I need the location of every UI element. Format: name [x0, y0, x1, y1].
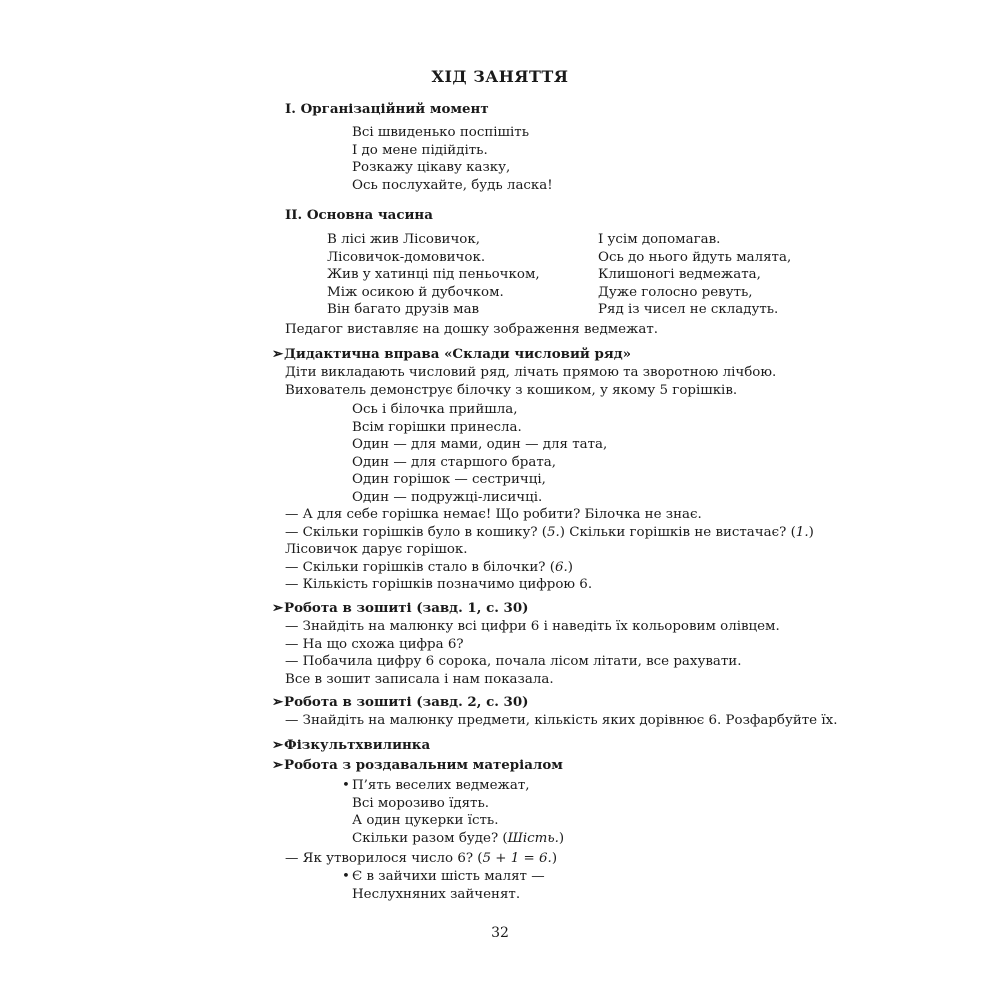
poem-line: Розкажу цікаву казку, — [352, 160, 511, 176]
poem-line: Всі швиденько поспішіть — [352, 125, 529, 140]
poem-line: І до мене підійдіть. — [352, 142, 488, 158]
bullet-heading-notebook-2 — [272, 694, 805, 712]
poem-line: • Є в зайчихи шість малят — — [342, 869, 545, 884]
section-1-poem — [352, 124, 872, 194]
poem-line: Один — для старшого брата, — [352, 454, 557, 470]
bullet-heading-text: Робота в зошиті (завд. 1, с. 30) — [284, 600, 529, 616]
b1-text — [285, 364, 805, 399]
poem-line: Він багато друзів мав — [327, 302, 480, 318]
bullet-heading-text: Дидактична вправа «Склади числовий ряд» — [284, 346, 632, 362]
dot-bullet-icon: • — [342, 869, 350, 884]
b1-poem — [352, 401, 872, 507]
page-title: ХІД ЗАНЯТТЯ — [431, 67, 569, 86]
section-2-poem-left — [327, 231, 577, 319]
b3-line: — Знайдіть на малюнку предмети, кількість яких дорівнює 6. Розфарбуйте їх. — [285, 713, 838, 728]
bullet-heading-notebook-1 — [272, 600, 805, 618]
dialogue-line: — Кількість горішків позначимо цифрою 6. — [285, 577, 593, 593]
poem-line: Дуже голосно ревуть, — [598, 284, 753, 300]
b5-question: — Як утворилося число 6? (5 + 1 = 6.) — [285, 851, 558, 866]
poem-line: • П’ять веселих ведмежат, — [342, 778, 530, 793]
bullet-heading-exercise — [272, 737, 805, 755]
section-1-heading: І. Організаційний момент — [285, 101, 489, 117]
text-line: — Знайдіть на малюнку всі цифри 6 і наведіть їх кольоровим олівцем. — [285, 619, 780, 634]
section-2-heading: ІІ. Основна часина — [285, 207, 433, 223]
poem-line: Між осикою й дубочком. — [327, 284, 504, 300]
poem-line: Ось і білочка прийшла, — [352, 402, 518, 417]
arrow-bullet-icon: ➢ — [272, 737, 284, 753]
poem-line: Один горішок — сестричці, — [352, 472, 546, 488]
bullet-heading-text: Робота з роздавальним матеріалом — [284, 757, 563, 773]
dialogue-line: — А для себе горішка немає! Що робити? Білочка не знає. — [285, 507, 702, 522]
poem-line: Ось послухайте, будь ласка! — [352, 177, 553, 193]
poem-line: Всі морозиво їдять. — [352, 795, 490, 811]
poem-line: І усім допомагав. — [598, 232, 721, 247]
dialogue-line: Лісовичок дарує горішок. — [285, 542, 468, 558]
b5-poem-2 — [342, 868, 872, 903]
page-number: 32 — [491, 925, 509, 941]
poem-line: Неслухняних зайченят. — [352, 886, 521, 902]
b5-poem — [342, 777, 872, 847]
arrow-bullet-icon: ➢ — [272, 346, 284, 362]
poem-line: Лісовичок-домовичок. — [327, 249, 486, 265]
bullet-heading-didactic — [272, 346, 805, 364]
poem-line: Всім горішки принесла. — [352, 419, 522, 435]
arrow-bullet-icon: ➢ — [272, 694, 284, 710]
bullet-heading-text: Фізкультхвилинка — [284, 737, 431, 753]
arrow-bullet-icon: ➢ — [272, 600, 284, 616]
poem-line: Жив у хатинці під пеньочком, — [327, 267, 540, 283]
poem-line: Клишоногі ведмежата, — [598, 267, 761, 283]
bullet-heading-materials — [272, 757, 805, 775]
poem-line: Скільки разом буде? (Шість.) — [352, 830, 565, 846]
text-line: Вихователь демонструє білочку з кошиком, у якому 5 горішків. — [285, 382, 738, 398]
text-line: Діти викладають числовий ряд, лічать прямою та зворотною лічбою. — [285, 365, 777, 380]
b1-dialogue — [285, 506, 814, 594]
section-2-poem-right — [598, 231, 798, 319]
section-2-text: Педагог виставляє на дошку зображення ведмежат. — [285, 322, 659, 337]
poem-line: Ось до нього йдуть малята, — [598, 249, 792, 265]
poem-line: Ряд із чисел не складуть. — [598, 302, 779, 318]
dialogue-line: — Скільки горішків було в кошику? (5.) Скільки горішків не вистачає? (1.) — [285, 524, 814, 540]
b2-lines — [285, 618, 805, 688]
poem-line: Один — подружці-лисичці. — [352, 489, 543, 505]
dot-bullet-icon: • — [342, 778, 350, 793]
text-line: Все в зошит записала і нам показала. — [285, 671, 554, 687]
poem-line: В лісі жив Лісовичок, — [327, 232, 480, 247]
dialogue-line: — Скільки горішків стало в білочки? (6.) — [285, 559, 573, 575]
poem-line: Один — для мами, один — для тата, — [352, 437, 608, 453]
bullet-heading-text: Робота в зошиті (завд. 2, с. 30) — [284, 694, 529, 710]
arrow-bullet-icon: ➢ — [272, 757, 284, 773]
text-line: — Побачила цифру 6 сорока, почала лісом літати, все рахувати. — [285, 654, 742, 670]
text-line: — На що схожа цифра 6? — [285, 636, 464, 652]
poem-line: А один цукерки їсть. — [352, 813, 499, 829]
